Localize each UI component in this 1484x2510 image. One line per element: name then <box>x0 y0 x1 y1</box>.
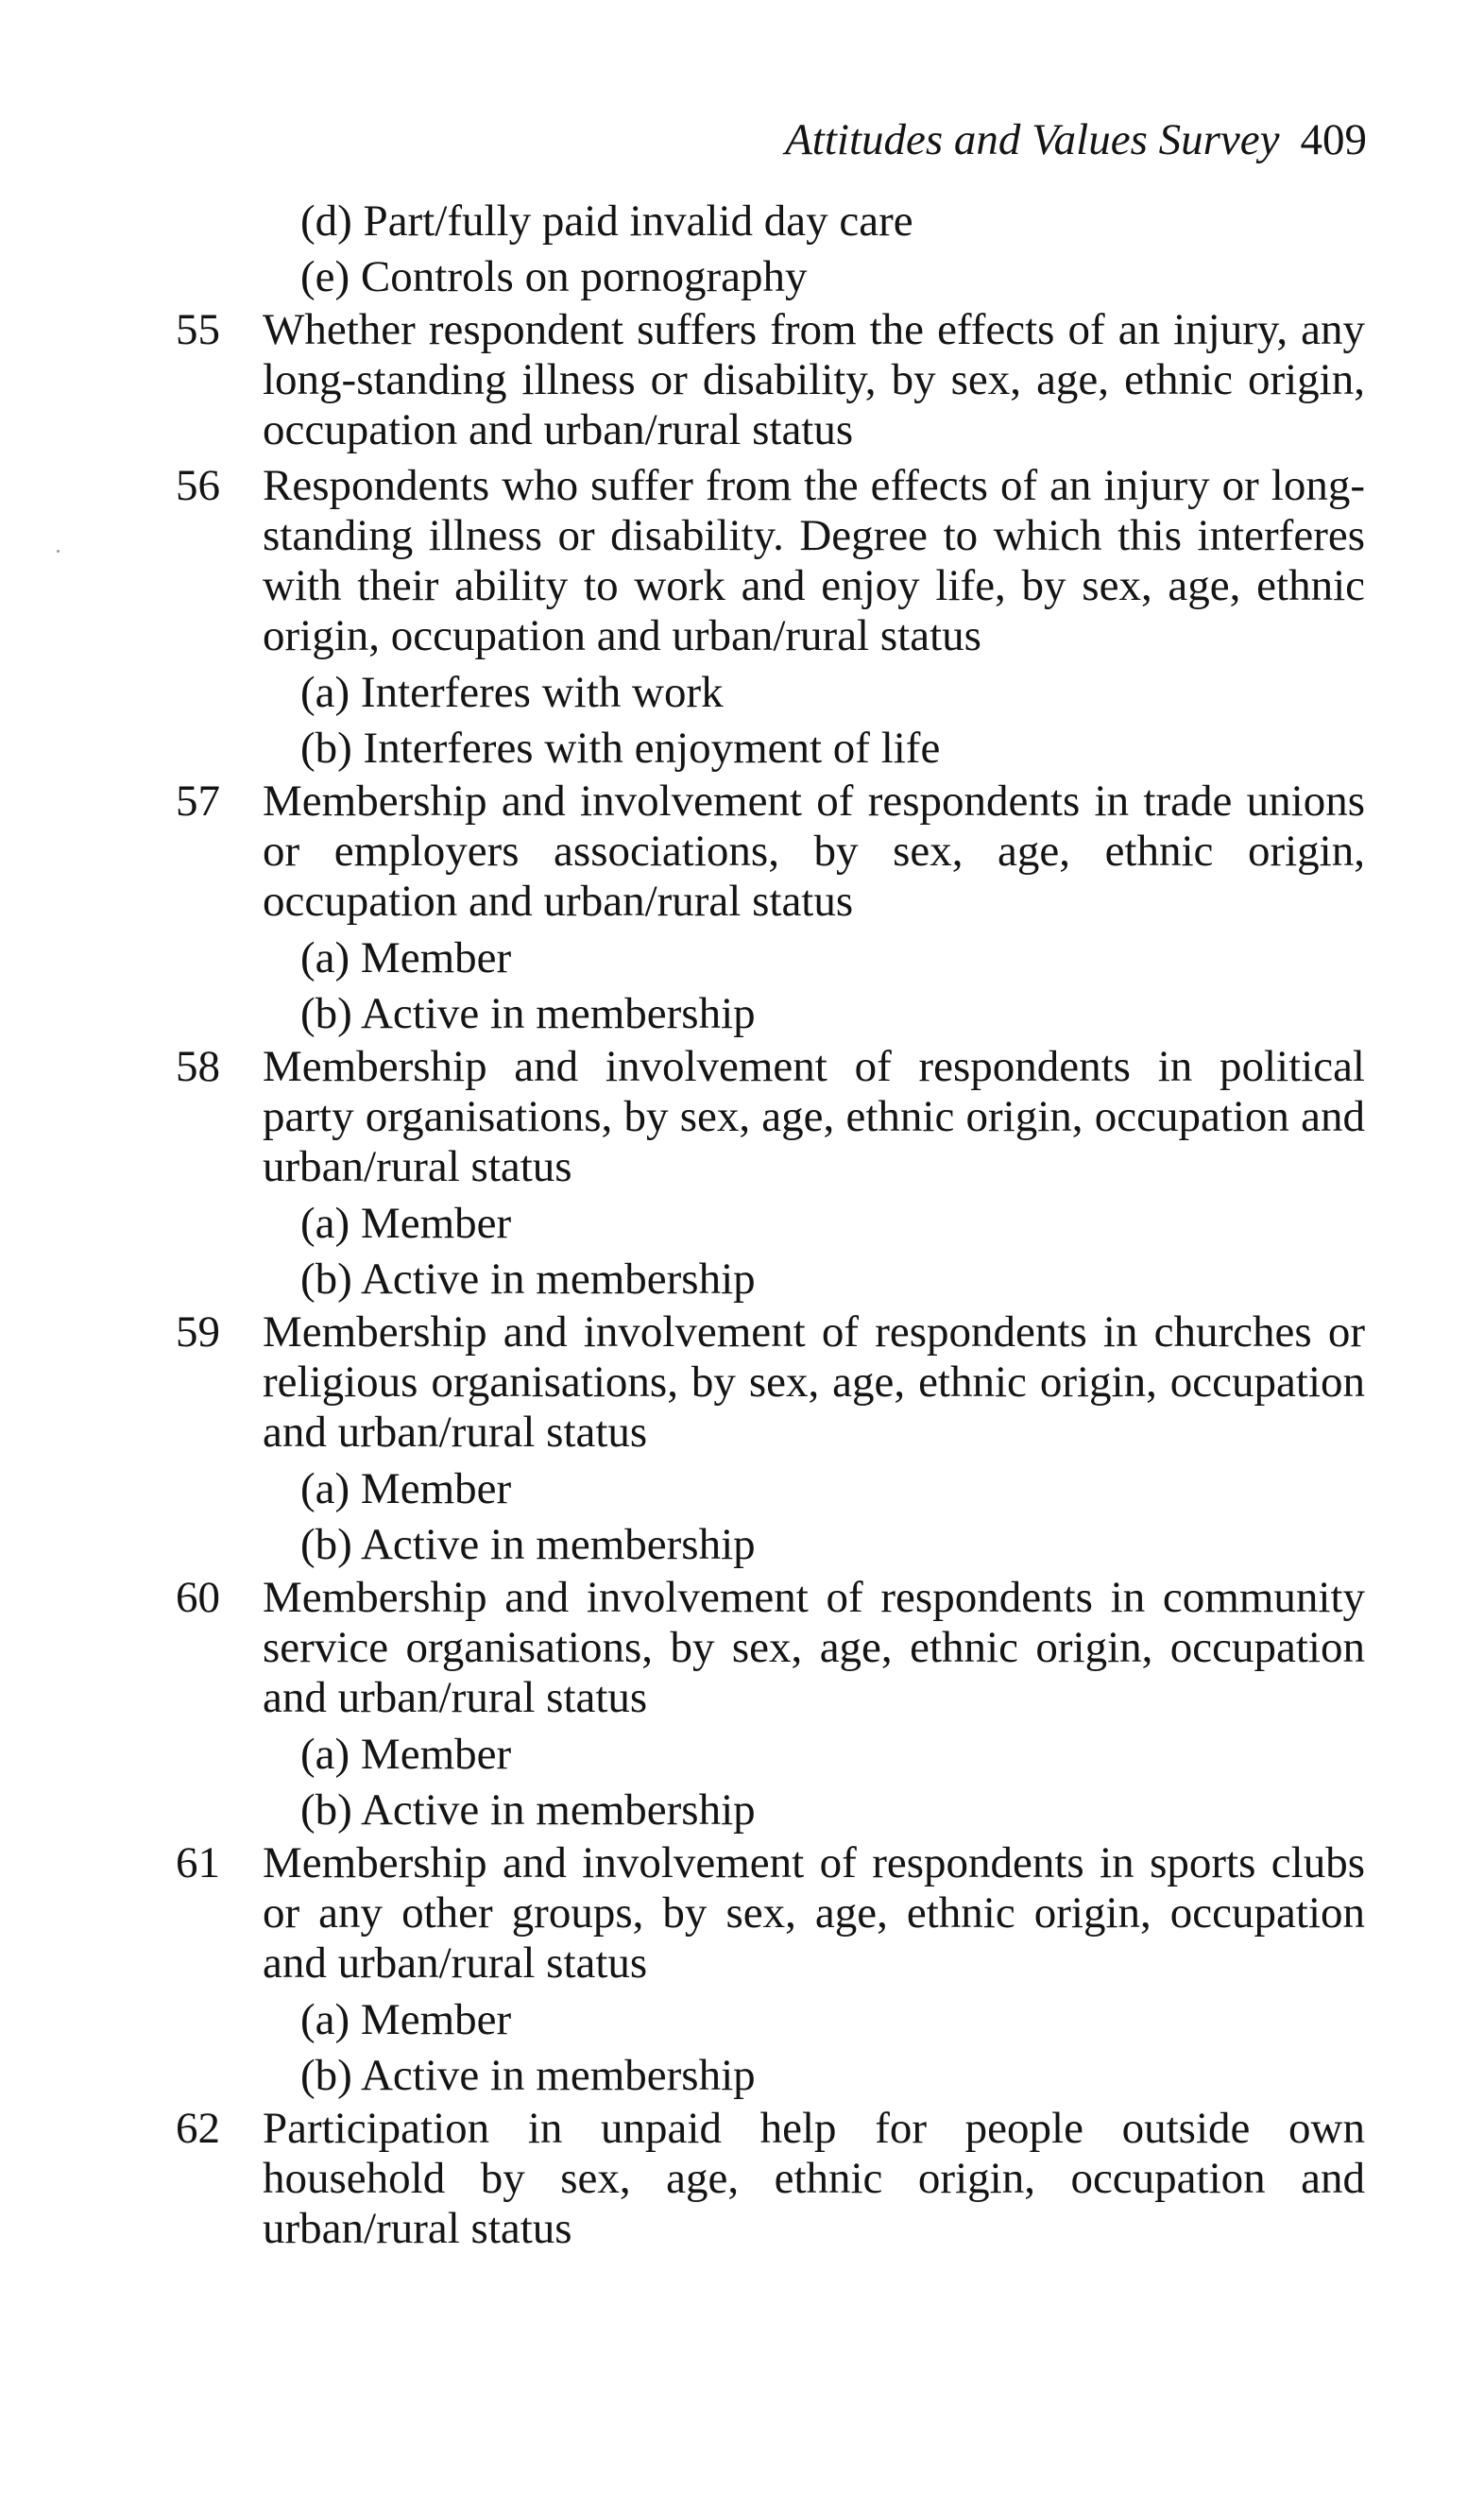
sub-item: (a) Member <box>300 1464 512 1513</box>
list-item <box>0 305 1484 455</box>
list-item <box>0 1838 1484 1989</box>
sub-item: (b) Active in membership <box>300 2051 756 2100</box>
list-item <box>0 1573 1484 1723</box>
list-item <box>0 2104 1484 2254</box>
entry-number: 61 <box>176 1838 220 1887</box>
page-number: 409 <box>1300 115 1367 164</box>
sub-item: (a) Member <box>300 933 512 982</box>
entry-text: Participation in unpaid help for people outside own household by sex, age, ethnic origin, occupation and urban/rural status <box>263 2104 1365 2253</box>
sub-item: (a) Member <box>300 1199 512 1248</box>
sub-item: (a) Member <box>300 1995 512 2044</box>
entry-number: 58 <box>176 1042 220 1091</box>
entry-text: Membership and involvement of respondents in sports clubs or any other groups, by sex, age, ethnic origin, occupation and urban/rural status <box>263 1838 1365 1988</box>
list-item <box>0 1307 1484 1458</box>
sub-item: (b) Interferes with enjoyment of life <box>300 724 941 773</box>
survey-table-list <box>0 194 1484 2254</box>
sub-item: (b) Active in membership <box>300 1785 756 1835</box>
list-item <box>0 1042 1484 1192</box>
running-header <box>785 111 1367 168</box>
sub-item: (d) Part/fully paid invalid day care <box>300 196 913 246</box>
sub-item: (a) Member <box>300 1730 512 1779</box>
entry-number: 56 <box>176 461 220 510</box>
entry-text: Membership and involvement of respondents in churches or religious organisations, by sex, age, ethnic origin, occupation and urban/rural status <box>263 1307 1365 1457</box>
sub-item: (e) Controls on pornography <box>300 252 808 301</box>
list-item <box>0 777 1484 927</box>
entry-number: 57 <box>176 777 220 826</box>
entry-number: 62 <box>176 2104 220 2153</box>
sub-item: (b) Active in membership <box>300 1520 756 1569</box>
sub-item: (b) Active in membership <box>300 989 756 1038</box>
entry-text: Membership and involvement of respondents in political party organisations, by sex, age, ethnic origin, occupation and urban/rural status <box>263 1042 1365 1191</box>
entry-text: Respondents who suffer from the effects of an injury or long-standing illness or disability. Degree to which this interferes with their ability to work and enjoy life, by sex, age, ethnic origin, occupation and urban/rural status <box>263 461 1365 660</box>
entry-number: 59 <box>176 1307 220 1357</box>
sub-item: (b) Active in membership <box>300 1255 756 1304</box>
running-header-title: Attitudes and Values Survey <box>785 115 1280 164</box>
sub-item: (a) Interferes with work <box>300 668 724 717</box>
entry-text: Membership and involvement of respondents in community service organisations, by sex, age, ethnic origin, occupation and urban/rural status <box>263 1573 1365 1722</box>
entry-text: Membership and involvement of respondents in trade unions or employers associations, by sex, age, ethnic origin, occupation and urban/rural status <box>263 777 1365 926</box>
entry-text: Whether respondent suffers from the effects of an injury, any long-standing illness or disability, by sex, age, ethnic origin, occupation and urban/rural status <box>263 305 1365 454</box>
list-item <box>0 461 1484 661</box>
entry-number: 55 <box>176 305 220 354</box>
entry-number: 60 <box>176 1573 220 1622</box>
